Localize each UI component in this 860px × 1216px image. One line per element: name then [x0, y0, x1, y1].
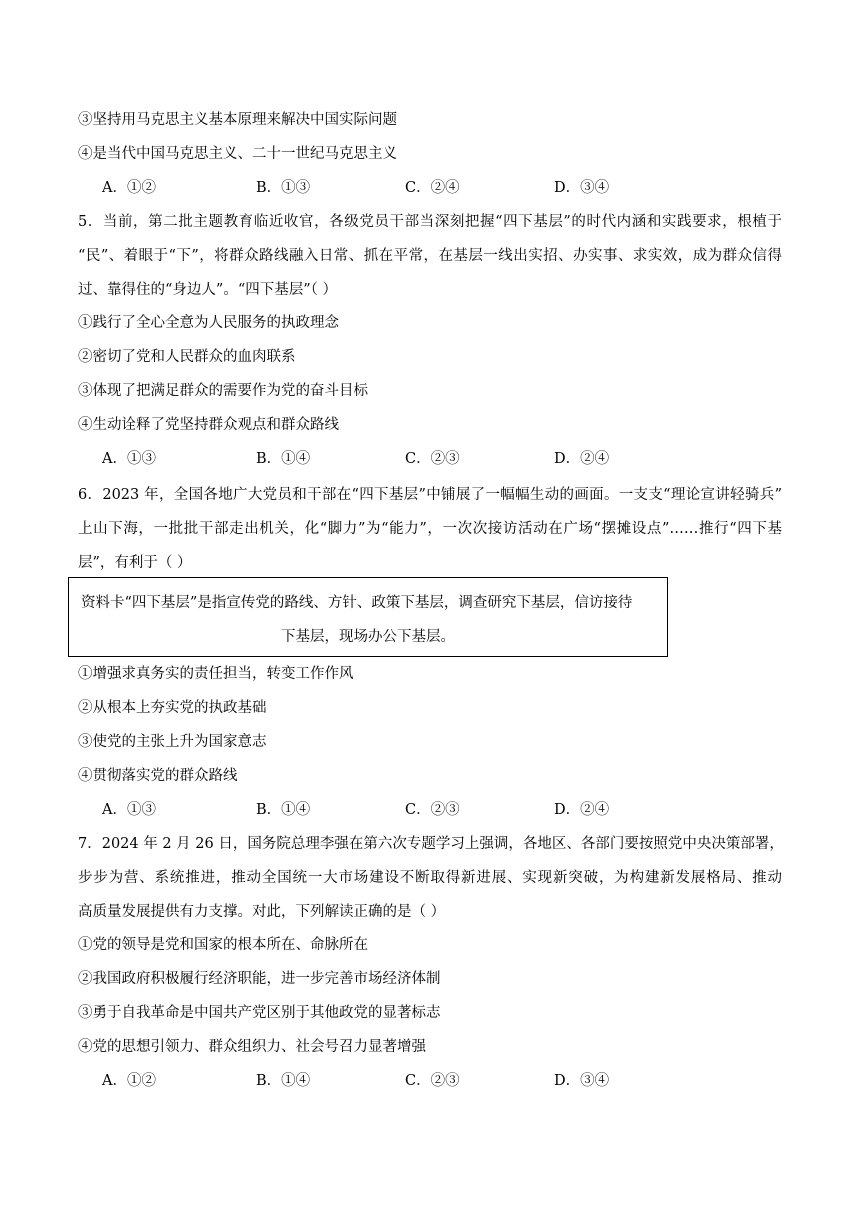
q6-option-a[interactable]: A．①③ [102, 802, 156, 818]
q7-option-d[interactable]: D．③④ [554, 1073, 610, 1089]
q7-stem-line: 步步为营、系统推进，推动全国统一大市场建设不断取得新进展、实现新突破，为构建新发展格局、推动 [78, 870, 782, 886]
q6-stem [78, 485, 782, 587]
q4-option-a[interactable]: A．①② [102, 180, 156, 196]
q6-option-b[interactable]: B．①④ [256, 802, 311, 818]
q5-item-1: ①践行了全心全意为人民服务的执政理念 [78, 315, 339, 331]
q4-item-3: ③坚持用马克思主义基本原理来解决中国实际问题 [78, 112, 397, 128]
q4-option-d[interactable]: D．③④ [554, 180, 610, 196]
q5-item-3: ③体现了把满足群众的需要作为党的奋斗目标 [78, 383, 368, 399]
q7-item-4: ④党的思想引领力、群众组织力、社会号召力显著增强 [78, 1039, 426, 1055]
q5-stem [78, 212, 782, 314]
q6-stem-line: 层”，有利于（ ） [78, 555, 192, 571]
q7-item-3: ③勇于自我革命是中国共产党区别于其他政党的显著标志 [78, 1005, 441, 1021]
q7-stem-line: 7．2024 年 2 月 26 日，国务院总理李强在第六次专题学习上强调，各地区、各部门要按照党中央决策部署， [78, 836, 784, 852]
q6-option-c[interactable]: C．②③ [405, 802, 460, 818]
q4-option-c[interactable]: C．②④ [405, 180, 460, 196]
q7-stem-line: 高质量发展提供有力支撑。对此，下列解读正确的是（ ） [78, 904, 446, 920]
q7-option-b[interactable]: B．①④ [256, 1073, 311, 1089]
q5-option-d[interactable]: D．②④ [554, 451, 610, 467]
q5-stem-line: 5．当前，第二批主题教育临近收官，各级党员干部当深刻把握“四下基层”的时代内涵和实践要求，根植于 [78, 214, 782, 230]
q5-item-2: ②密切了党和人民群众的血肉联系 [78, 349, 296, 365]
info-card-line-2: 下基层，现场办公下基层。 [281, 629, 455, 645]
q7-item-1: ①党的领导是党和国家的根本所在、命脉所在 [78, 937, 368, 953]
q7-option-c[interactable]: C．②③ [405, 1073, 460, 1089]
q7-item-2: ②我国政府积极履行经济职能，进一步完善市场经济体制 [78, 971, 441, 987]
q6-stem-line: 6．2023 年，全国各地广大党员和干部在“四下基层”中铺展了一幅幅生动的画面。一支支“理论宣讲轻骑兵” [78, 487, 782, 503]
q4-item-4: ④是当代中国马克思主义、二十一世纪马克思主义 [78, 146, 397, 162]
q5-stem-line: 过、靠得住的“身边人”。“四下基层”（ ） [78, 282, 338, 298]
q6-item-2: ②从根本上夯实党的执政基础 [78, 700, 267, 716]
q5-option-a[interactable]: A．①③ [102, 451, 156, 467]
q6-option-d[interactable]: D．②④ [554, 802, 610, 818]
q6-item-4: ④贯彻落实党的群众路线 [78, 768, 238, 784]
q6-stem-line: 上山下海，一批批干部走出机关，化“脚力”为“能力”，一次次接访活动在广场“摆摊设点”……推行“四下基 [78, 521, 782, 537]
q6-item-1: ①增强求真务实的责任担当，转变工作作风 [78, 666, 354, 682]
info-card-line-1: 资料卡“四下基层”是指宣传党的路线、方针、政策下基层，调查研究下基层，信访接待 [81, 595, 633, 611]
q5-stem-line: “民”、着眼于“下”，将群众路线融入日常、抓在平常，在基层一线出实招、办实事、求实效，成为群众信得 [78, 248, 782, 264]
q5-item-4: ④生动诠释了党坚持群众观点和群众路线 [78, 417, 339, 433]
q7-option-a[interactable]: A．①② [102, 1073, 156, 1089]
q5-option-b[interactable]: B．①④ [256, 451, 311, 467]
q5-option-c[interactable]: C．②③ [405, 451, 460, 467]
q6-item-3: ③使党的主张上升为国家意志 [78, 734, 267, 750]
info-card [68, 577, 668, 657]
q4-option-b[interactable]: B．①③ [256, 180, 311, 196]
q7-stem [78, 834, 782, 936]
